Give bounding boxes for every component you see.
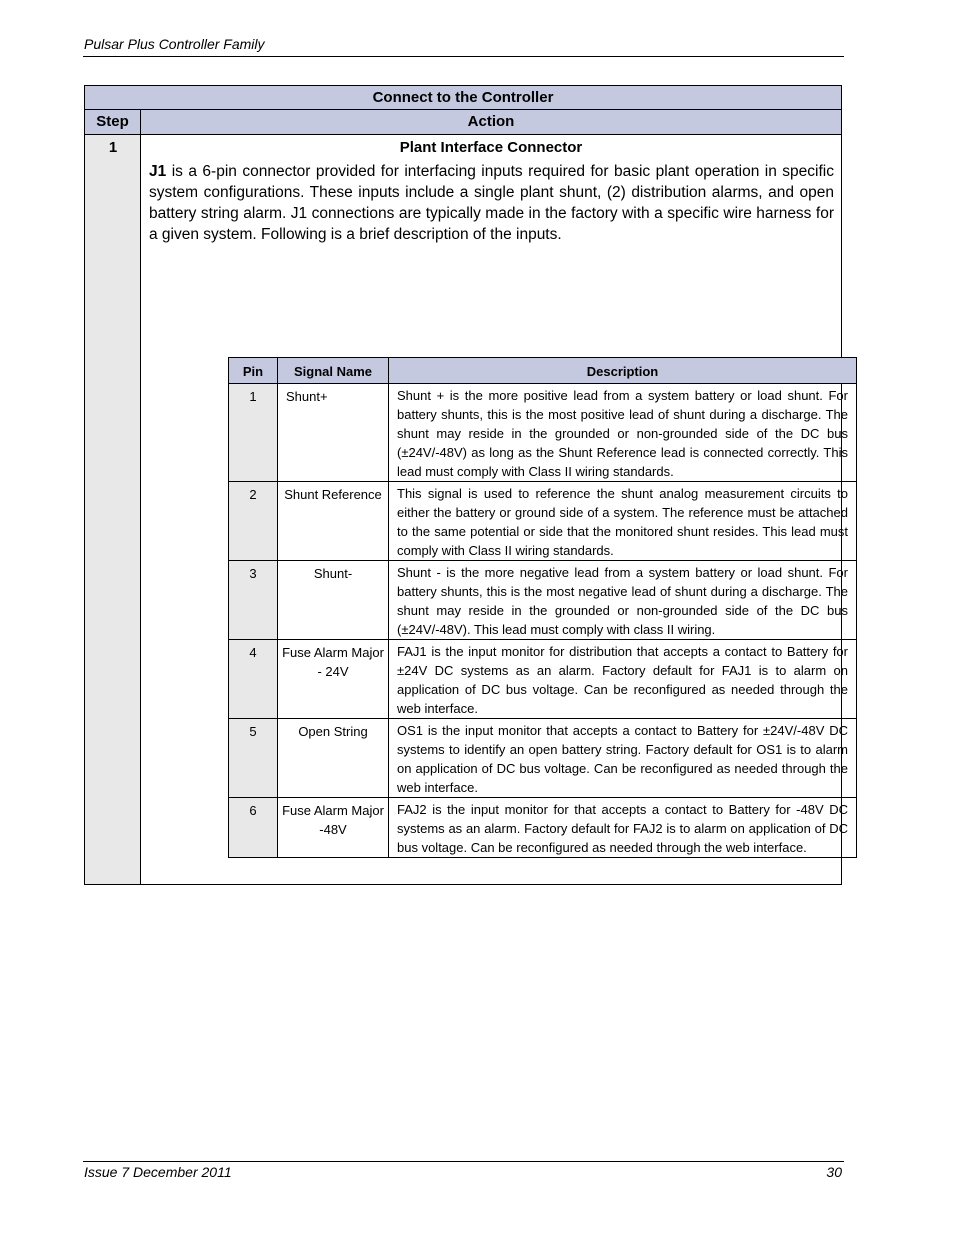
section-title: Plant Interface Connector (399, 139, 583, 156)
step-header: Step (85, 110, 141, 134)
description-cell: FAJ1 is the input monitor for distribution that accepts a contact to Battery for ±24V DC systems as an alarm. Factory default for FAJ1 is to alarm on application of DC bus voltage. Can be reconfigured as needed through the web interface. (389, 640, 857, 719)
table-row (229, 640, 857, 719)
pin-cell: 2 (229, 482, 278, 561)
action-header: Action (467, 113, 515, 130)
pin-cell: 4 (229, 640, 278, 719)
table-row (229, 482, 857, 561)
signal-header: Signal Name (278, 358, 389, 384)
running-header: Pulsar Plus Controller Family (84, 36, 265, 52)
signal-cell: Open String (278, 719, 389, 798)
pin-cell: 1 (229, 384, 278, 482)
signal-cell: Shunt- (278, 561, 389, 640)
description-cell: This signal is used to reference the shunt analog measurement circuits to either the battery or ground side of a system. The reference must be attached to the same potential or side that the monitored shunt resides. This lead must comply with Class II wiring standards. (389, 482, 857, 561)
signal-cell: Shunt+ (278, 384, 389, 482)
table-row (229, 384, 857, 482)
description-cell: Shunt - is the more negative lead from a system battery or load shunt. For battery shunts, this is the most negative lead of shunt during a discharge. The shunt may reside in the grounded or non-grounded side of the DC bus (±24V/-48V). This lead must comply with class II wiring. (389, 561, 857, 640)
intro-text: is a 6-pin connector provided for interfacing inputs required for basic plant operation in specific system configurations. These inputs include a single plant shunt, (2) distribution alarms, and open battery string alarm. J1 connections are typically made in the factory with a specific wire harness for a given system. Following is a brief description of the inputs. (149, 163, 834, 243)
intro-paragraph (149, 161, 834, 245)
pin-cell: 3 (229, 561, 278, 640)
signal-cell: Fuse Alarm Major - 24V (278, 640, 389, 719)
footer-rule (83, 1161, 844, 1162)
table-row (229, 798, 857, 858)
page-number: 30 (826, 1164, 842, 1180)
table-row (229, 719, 857, 798)
description-cell: Shunt + is the more positive lead from a system battery or load shunt. For battery shunts, this is the most positive lead of shunt during a discharge. The shunt may reside in the grounded or non-grounded side of the DC bus (±24V/-48V) as long as the Shunt Reference lead is connected correctly. This lead must comply with Class II wiring standards. (389, 384, 857, 482)
step-cell (85, 135, 141, 884)
description-header: Description (389, 358, 857, 384)
table-row (229, 561, 857, 640)
pin-table (228, 357, 857, 858)
pin-table-header-row (229, 358, 857, 384)
intro-bold-term: J1 (149, 163, 167, 180)
header-rule (83, 56, 844, 57)
action-cell (141, 135, 848, 884)
signal-cell: Fuse Alarm Major -48V (278, 798, 389, 858)
step-number: 1 (108, 139, 118, 156)
signal-cell: Shunt Reference (278, 482, 389, 561)
description-cell: FAJ2 is the input monitor for that accepts a contact to Battery for -48V DC systems as an alarm. Factory default for FAJ2 is to alarm on application of DC bus voltage. Can be reconfigured as needed through the web interface. (389, 798, 857, 858)
footer-issue: Issue 7 December 2011 (84, 1164, 232, 1180)
procedure-title: Connect to the Controller (85, 86, 841, 110)
pin-cell: 5 (229, 719, 278, 798)
pin-cell: 6 (229, 798, 278, 858)
description-cell: OS1 is the input monitor that accepts a contact to Battery for ±24V/-48V DC systems to identify an open battery string. Factory default for OS1 is to alarm on application of DC bus voltage. Can be reconfigured as needed through the web interface. (389, 719, 857, 798)
pin-header: Pin (229, 358, 278, 384)
procedure-table (84, 85, 848, 885)
column-header-row (85, 110, 841, 135)
